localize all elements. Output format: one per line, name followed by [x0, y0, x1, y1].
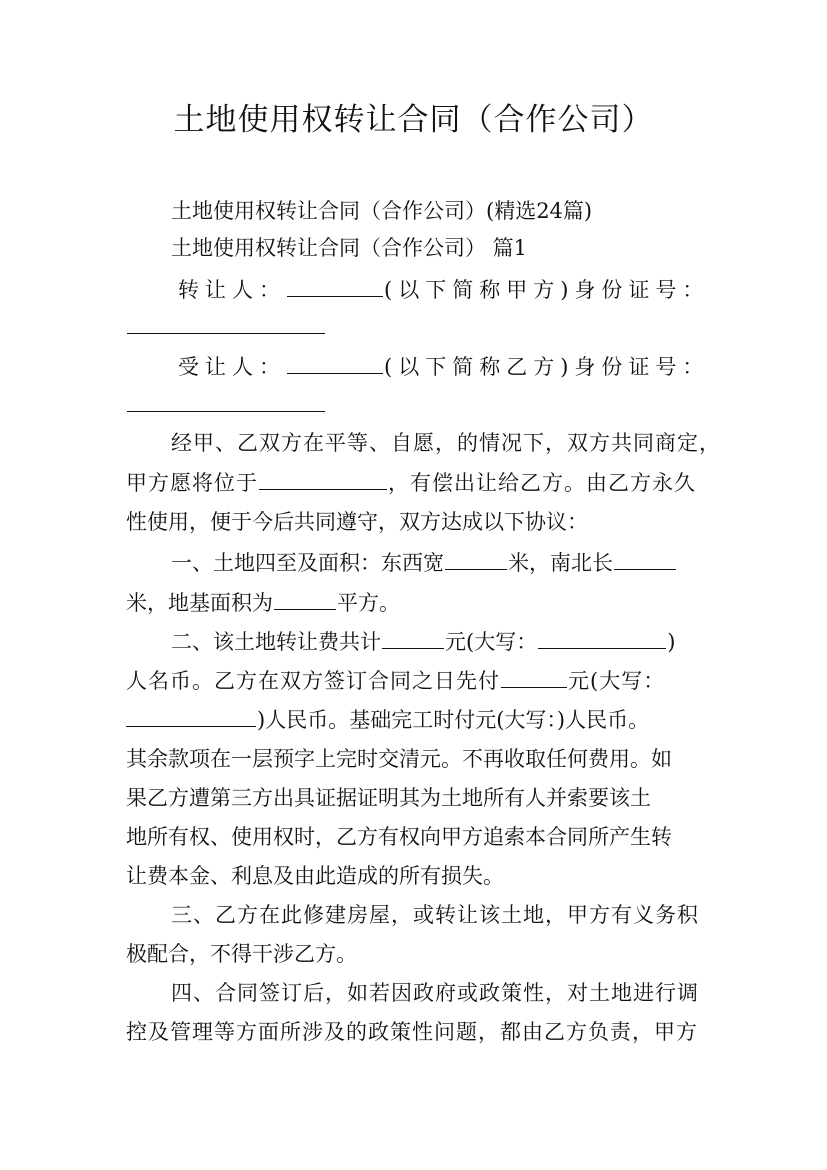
document-title: 土地使用权转让合同（合作公司）: [173, 102, 654, 138]
clause-2-line-6: 地所有权、使用权时，乙方有权向甲方追索本合同所产生转: [126, 825, 672, 849]
clause-2-text-a: 二、该土地转让费共计: [171, 630, 381, 654]
transferor-id-blank: [127, 333, 325, 334]
length-blank: [614, 547, 676, 570]
transferee-label: 受让人：: [178, 355, 286, 379]
transferee-line: [178, 351, 710, 382]
preamble-line-3: 性使用，便于今后共同遵守，双方达成以下协议：: [126, 510, 588, 534]
preamble-text-a: 甲方愿将位于: [126, 471, 258, 495]
clause-4-line-2: 控及管理等方面所涉及的政策性问题，都由乙方负责，甲方: [126, 1020, 698, 1044]
fee-uppercase-blank: [538, 626, 666, 649]
location-blank: [259, 467, 387, 490]
fee-blank: [382, 626, 444, 649]
clause-1-line-1: [171, 547, 705, 578]
clause-2-line-1: [171, 626, 711, 657]
clause-2-line-7: 让费本金、利息及由此造成的所有损失。: [126, 864, 504, 888]
clause-2-text-c: ): [667, 630, 676, 654]
clause-2-text-b: 元(大写：: [445, 630, 538, 654]
clause-3-line-2: 极配合，不得干涉乙方。: [126, 942, 357, 966]
deposit-uppercase-blank: [126, 704, 256, 727]
preamble-text-b: ，有偿出让给乙方。由乙方永久: [388, 471, 696, 495]
transferor-line: [178, 274, 710, 305]
clause-2-line-5: 果乙方遭第三方出具证据证明其为土地所有人并索要该土: [126, 786, 651, 810]
clause-1-text-c: 米，地基面积为: [126, 591, 273, 615]
collection-heading: 土地使用权转让合同（合作公司）(精选24篇): [171, 199, 593, 223]
transferee-id-label: (以下简称乙方)身份证号：: [384, 355, 710, 379]
preamble-line-1: 经甲、乙双方在平等、自愿，的情况下，双方共同商定，: [171, 431, 721, 455]
clause-2-text-d: 人名币。乙方在双方签订合同之日先付: [126, 669, 500, 693]
article-heading: 土地使用权转让合同（合作公司） 篇1: [171, 236, 528, 260]
clause-1-text-a: 一、土地四至及面积：东西宽: [171, 551, 444, 575]
clause-2-line-2: [126, 665, 706, 696]
preamble-line-2: [126, 467, 706, 498]
transferee-name-blank: [287, 351, 383, 374]
clause-1-text-b: 米，南北长: [508, 551, 613, 575]
area-blank: [274, 587, 336, 610]
clause-2-line-4: 其余款项在一层预字上完时交清元。不再收取任何费用。如: [126, 747, 672, 771]
clause-1-line-2: [126, 587, 704, 618]
clause-2-text-e: 元(大写：: [568, 669, 666, 693]
transferee-id-blank: [127, 411, 325, 412]
width-blank: [445, 547, 507, 570]
clause-2-text-f: )人民币。基础完工时付元(大写：)人民币。: [257, 708, 650, 732]
clause-3-line-1: 三、乙方在此修建房屋，或转让该土地，甲方有义务积: [171, 903, 699, 927]
clause-4-line-1: 四、合同签订后，如若因政府或政策性，对土地进行调: [171, 981, 699, 1005]
transferor-id-label: (以下简称甲方)身份证号：: [384, 278, 710, 302]
transferor-name-blank: [287, 274, 383, 297]
transferor-label: 转让人：: [178, 278, 286, 302]
clause-2-line-3: [126, 704, 716, 735]
clause-1-text-d: 平方。: [337, 591, 400, 615]
deposit-blank: [501, 665, 567, 688]
